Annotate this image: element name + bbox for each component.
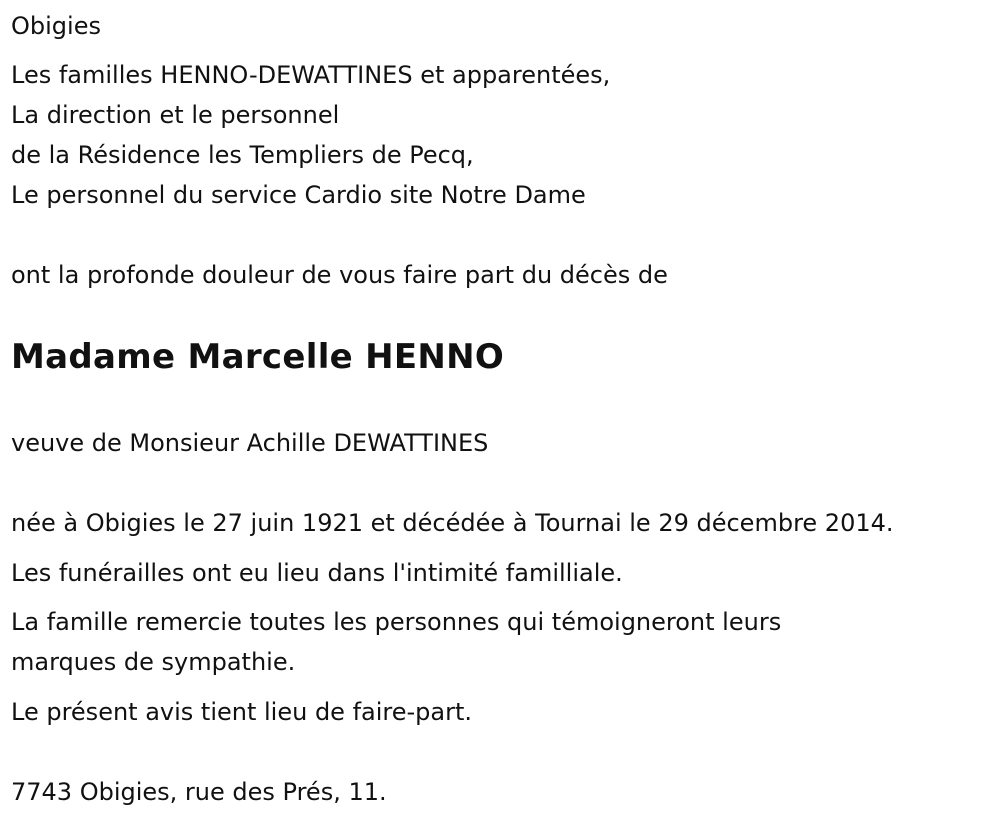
birth-death-text: née à Obigies le 27 juin 1921 et décédée à Tournai le 29 décembre 2014.	[11, 509, 894, 537]
announcer-line: Le personnel du service Cardio site Notre Dame	[11, 181, 586, 209]
announcer-line: La direction et le personnel	[11, 101, 340, 129]
thanks-line: marques de sympathie.	[11, 648, 296, 676]
thanks-line: La famille remercie toutes les personnes qui témoigneront leurs	[11, 608, 782, 636]
location-heading: Obigies	[11, 12, 101, 40]
announcement-text: ont la profonde douleur de vous faire part du décès de	[11, 261, 668, 289]
address-text: 7743 Obigies, rue des Prés, 11.	[11, 778, 387, 806]
widow-of-text: veuve de Monsieur Achille DEWATTINES	[11, 429, 489, 457]
deceased-name: Madame Marcelle HENNO	[11, 337, 505, 377]
announcer-line: Les familles HENNO-DEWATTINES et apparentées,	[11, 61, 611, 89]
funeral-text: Les funérailles ont eu lieu dans l'intimité familliale.	[11, 559, 623, 587]
announcer-line: de la Résidence les Templiers de Pecq,	[11, 141, 474, 169]
notice-statement: Le présent avis tient lieu de faire-part.	[11, 698, 473, 726]
